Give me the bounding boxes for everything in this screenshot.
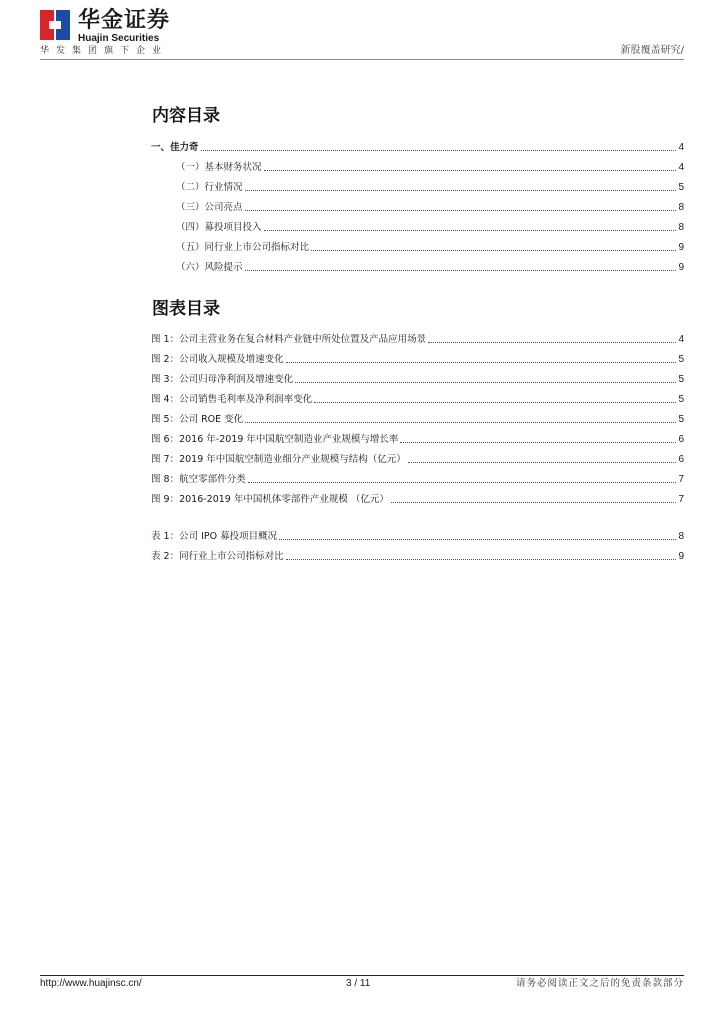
toc-entry-page-number: 9	[678, 242, 684, 253]
figure-entry-label: 图 3：公司归母净利润及增速变化	[151, 374, 294, 385]
dot-leader	[279, 539, 676, 540]
figure-entry[interactable]	[151, 406, 684, 426]
table-entry[interactable]	[151, 543, 684, 563]
dot-leader	[428, 342, 676, 343]
figure-entry[interactable]	[151, 426, 684, 446]
toc-entry-page-number: 5	[678, 182, 684, 193]
toc-entry-label: （三）公司亮点	[176, 202, 243, 213]
dot-leader	[311, 250, 676, 251]
toc-entry-page-number: 8	[678, 222, 684, 233]
dot-leader	[245, 422, 676, 423]
report-type-label: 新股覆盖研究/	[620, 45, 684, 56]
page-number: 3 / 11	[346, 978, 371, 989]
dot-leader	[245, 270, 677, 271]
page-header	[40, 8, 684, 60]
toc-entry-page-number: 8	[678, 202, 684, 213]
figure-entry-label: 图 8：航空零部件分类	[151, 474, 246, 485]
figure-entry-page-number: 5	[678, 394, 684, 405]
footer-divider	[40, 975, 684, 976]
figure-entry-label: 图 5：公司 ROE 变化	[151, 414, 244, 425]
toc-entry-label: （五）同行业上市公司指标对比	[176, 242, 310, 253]
figure-entry[interactable]	[151, 346, 684, 366]
figure-entry-page-number: 5	[678, 374, 684, 385]
figure-entry[interactable]	[151, 386, 684, 406]
table-entry-label: 表 1：公司 IPO 募投项目概况	[151, 531, 278, 542]
toc-entry[interactable]	[151, 154, 684, 174]
toc-entry-page-number: 9	[678, 262, 684, 273]
toc-entry[interactable]	[151, 214, 684, 234]
header-subtitle: 华发集团旗下企业	[40, 46, 169, 56]
figure-entry-label: 图 4：公司销售毛利率及净利润率变化	[151, 394, 313, 405]
dot-leader	[286, 362, 677, 363]
figures-list	[151, 326, 684, 506]
figure-entry-page-number: 7	[678, 474, 684, 485]
figure-entry-page-number: 7	[678, 494, 684, 505]
dot-leader	[248, 482, 677, 483]
figure-entry-page-number: 6	[678, 434, 684, 445]
header-divider	[40, 59, 684, 60]
dot-leader	[264, 170, 677, 171]
table-entry-page-number: 9	[678, 551, 684, 562]
dot-leader	[295, 382, 676, 383]
table-entry-label: 表 2：同行业上市公司指标对比	[151, 551, 284, 562]
logo-chinese-name: 华金证券	[78, 8, 171, 33]
toc-entry[interactable]	[151, 174, 684, 194]
table-entry-page-number: 8	[678, 531, 684, 542]
figure-entry-page-number: 5	[678, 414, 684, 425]
table-entry[interactable]	[151, 523, 684, 543]
contents-list	[151, 134, 684, 274]
logo-english-name: Huajin Securities	[78, 33, 160, 44]
toc-entry-label: （二）行业情况	[176, 182, 243, 193]
toc-entry-page-number: 4	[678, 162, 684, 173]
figure-entry-label: 图 9：2016-2019 年中国机体零部件产业规模 （亿元）	[151, 494, 389, 505]
figure-entry[interactable]	[151, 366, 684, 386]
figure-entry-label: 图 1：公司主营业务在复合材料产业链中所处位置及产品应用场景	[151, 334, 427, 345]
figure-entry[interactable]	[151, 486, 684, 506]
tables-list	[151, 523, 684, 563]
footer-url-link[interactable]: http://www.huajinsc.cn/	[40, 978, 142, 989]
dot-leader	[264, 230, 677, 231]
dot-leader	[314, 402, 676, 403]
toc-entry-label: （一）基本财务状况	[176, 162, 262, 173]
dot-leader	[245, 210, 677, 211]
dot-leader	[408, 462, 677, 463]
dot-leader	[286, 559, 677, 560]
figure-entry[interactable]	[151, 446, 684, 466]
toc-entry[interactable]	[151, 254, 684, 274]
toc-entry[interactable]	[151, 194, 684, 214]
dot-leader	[391, 502, 677, 503]
figure-entry-label: 图 7：2019 年中国航空制造业细分产业规模与结构（亿元）	[151, 454, 406, 465]
dot-leader	[400, 442, 676, 443]
figures-title: 图表目录	[152, 299, 220, 319]
figure-entry[interactable]	[151, 326, 684, 346]
toc-entry-label: （六）风险提示	[176, 262, 243, 273]
figure-entry-page-number: 5	[678, 354, 684, 365]
figure-entry[interactable]	[151, 466, 684, 486]
figure-entry-label: 图 2：公司收入规模及增速变化	[151, 354, 284, 365]
figure-entry-page-number: 4	[678, 334, 684, 345]
figure-entry-label: 图 6：2016 年-2019 年中国航空制造业产业规模与增长率	[151, 434, 399, 445]
huajin-logo-icon	[40, 10, 70, 40]
dot-leader	[201, 150, 677, 151]
contents-title: 内容目录	[152, 106, 220, 126]
footer-disclaimer: 请务必阅读正文之后的免责条款部分	[515, 978, 684, 989]
toc-entry-label: 一、佳力奇	[151, 142, 199, 153]
toc-entry[interactable]	[151, 234, 684, 254]
toc-entry-label: （四）募投项目投入	[176, 222, 262, 233]
toc-entry-page-number: 4	[678, 142, 684, 153]
figure-entry-page-number: 6	[678, 454, 684, 465]
toc-entry[interactable]	[151, 134, 684, 154]
dot-leader	[245, 190, 677, 191]
